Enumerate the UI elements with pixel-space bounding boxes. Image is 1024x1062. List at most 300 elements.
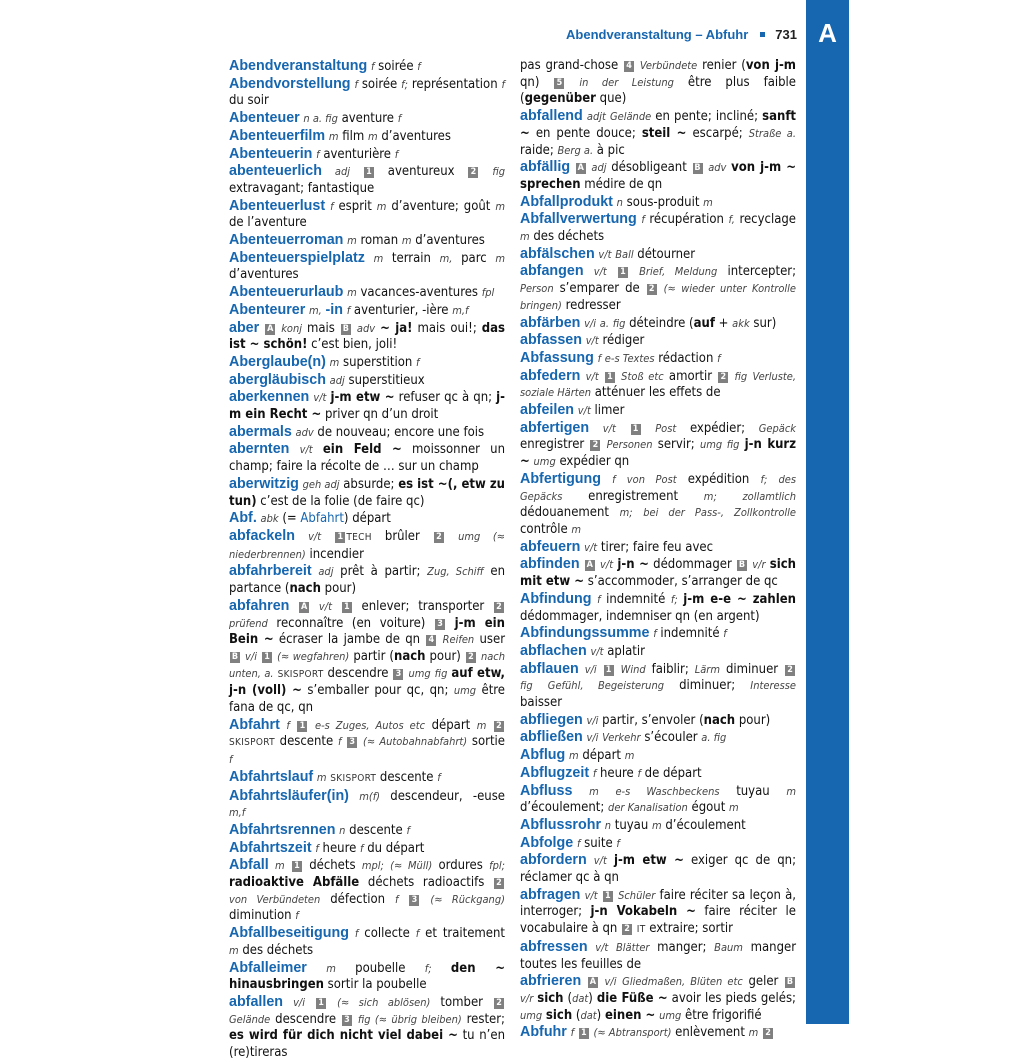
- sense-number-badge: B: [342, 323, 349, 334]
- sense-number-badge: 2: [718, 372, 728, 383]
- sense-number-badge: 1: [631, 424, 641, 435]
- headword: abfällig: [520, 159, 571, 176]
- entry-text: mais: [302, 320, 340, 336]
- entry-text: défection: [320, 891, 395, 907]
- usage-note: akk: [732, 316, 750, 330]
- entry-text: [349, 789, 359, 804]
- dictionary-entry: [229, 840, 505, 858]
- dictionary-entry: [229, 389, 505, 423]
- entry-text: récupération: [644, 212, 729, 228]
- grammar-label: v/t: [602, 421, 616, 435]
- example-phrase: nach: [393, 648, 426, 664]
- sense-number-badge: B: [786, 977, 794, 988]
- entry-text: s’écouler: [640, 730, 702, 746]
- entry-text: [574, 1025, 578, 1040]
- usage-note: bei der Pass-, Zollkontrolle: [643, 506, 797, 520]
- grammar-label: fpl;: [489, 859, 505, 873]
- entry-text: incendier: [305, 546, 364, 562]
- entry-text: recyclage: [734, 212, 796, 228]
- grammar-label: m: [376, 199, 387, 213]
- sense-number-badge: 1: [579, 1028, 589, 1039]
- dictionary-entry: [520, 402, 796, 420]
- grammar-label: m: [520, 230, 530, 244]
- entry-text: [633, 505, 644, 520]
- dictionary-entry: [229, 110, 505, 128]
- entry-text: [486, 718, 493, 733]
- grammar-label: v/t: [584, 888, 598, 902]
- entry-text: tomber: [430, 994, 494, 1010]
- dictionary-entry: [229, 788, 505, 822]
- example-phrase: gegenüber: [524, 91, 596, 107]
- entry-text: détourner: [633, 246, 696, 262]
- entry-text: moissonner un champ; faire la récolte de … sur un champ: [229, 442, 506, 475]
- grammar-label: n a. fig: [303, 112, 338, 126]
- headword: Abflugzeit: [520, 764, 590, 781]
- entry-text: [322, 164, 335, 179]
- grammar-label: v/i: [245, 649, 257, 663]
- usage-note: (≈ Rückgang): [430, 892, 505, 906]
- usage-note: dat: [580, 1008, 597, 1022]
- headword: abfressen: [520, 938, 588, 955]
- usage-note: Interesse: [750, 679, 796, 693]
- dictionary-entry: [520, 1024, 796, 1042]
- usage-note: a. fig: [701, 731, 727, 745]
- sense-number-badge: 2: [494, 998, 504, 1009]
- sense-number-badge: 1: [292, 861, 302, 872]
- entry-text: enregistrer: [520, 437, 590, 453]
- grammar-label: v/t: [593, 854, 607, 868]
- usage-note: Gelände: [609, 110, 652, 124]
- grammar-label: f: [415, 927, 420, 941]
- usage-note: von Verbündeten: [229, 892, 321, 906]
- entry-text: refuser qc à qn;: [394, 390, 497, 406]
- entry-text: du soir: [229, 93, 269, 109]
- headword: Abenteuerlust: [229, 197, 326, 214]
- grammar-label: f;: [424, 961, 432, 975]
- entry-text: indemnité: [656, 626, 724, 642]
- dictionary-entry: [229, 925, 505, 959]
- headword: Abfallbeseitigung: [229, 925, 349, 942]
- grammar-label: f: [354, 927, 359, 941]
- dictionary-entry: [229, 76, 505, 110]
- grammar-label: v/i: [586, 731, 599, 745]
- grammar-label: m: [624, 749, 635, 763]
- usage-note: des Gepäcks: [520, 472, 797, 503]
- entry-text: désobligeant: [606, 160, 692, 176]
- usage-note: Reifen: [442, 633, 475, 647]
- usage-note: fig: [520, 679, 533, 693]
- grammar-label: v/r: [752, 558, 766, 572]
- entry-text: dédommager, indemniser qn (en argent): [520, 608, 760, 624]
- entry-text: que): [595, 91, 627, 107]
- headword: abfragen: [520, 886, 581, 903]
- entry-text: renier (: [697, 58, 746, 73]
- entry-text: d’aventures: [377, 128, 451, 144]
- entry-text: être plus faible (: [520, 74, 797, 107]
- entry-text: superstitieux: [344, 372, 425, 388]
- headword: Abenteuerurlaub: [229, 284, 344, 301]
- grammar-label: v/t: [600, 558, 614, 572]
- entry-text: [310, 599, 319, 614]
- usage-note: Lärm: [694, 662, 721, 676]
- headword: aberkennen: [229, 389, 310, 406]
- dictionary-entry: [229, 232, 505, 250]
- entry-text: [597, 662, 603, 677]
- headword: abfälschen: [520, 245, 595, 262]
- grammar-label: v/i: [604, 975, 617, 989]
- grammar-label: m: [568, 749, 579, 763]
- grammar-label: m: [328, 129, 339, 143]
- page-number: 731: [775, 27, 797, 42]
- entry-text: manger;: [649, 939, 715, 955]
- entry-text: [599, 784, 616, 799]
- grammar-label: f: [597, 351, 602, 365]
- grammar-label: m;: [703, 489, 717, 503]
- dictionary-entry: [229, 717, 505, 769]
- sense-number-badge: 1: [262, 652, 272, 663]
- entry-text: [295, 529, 308, 544]
- sense-number-badge: 2: [494, 602, 504, 613]
- entry-text: aplatir: [603, 643, 645, 659]
- dictionary-entry: [520, 108, 796, 159]
- entry-text: descente: [376, 769, 438, 785]
- headword: Abfahrtszeit: [229, 839, 312, 856]
- entry-text: priver qn d’un droit: [321, 407, 439, 423]
- entry-text: dédouanement: [520, 505, 620, 521]
- grammar-label: m: [571, 522, 582, 536]
- sense-number-badge: A: [577, 163, 584, 174]
- headword: abfließen: [520, 729, 583, 746]
- example-phrase: ein Feld ~: [322, 442, 402, 458]
- entry-text: amortir: [663, 368, 718, 384]
- usage-note: (≈ sich ablösen): [337, 995, 431, 1009]
- dictionary-entry: [520, 350, 796, 368]
- entry-text: brûler: [371, 528, 433, 544]
- headword: abfedern: [520, 367, 581, 384]
- grammar-label: m: [651, 818, 662, 832]
- sense-number-badge: 2: [466, 652, 476, 663]
- grammar-label: f: [315, 841, 319, 855]
- entry-text: vacances-aventures: [356, 285, 482, 301]
- entry-text: reconnaître (en voiture): [267, 615, 435, 631]
- entry-text: [290, 718, 297, 733]
- entry-text: [432, 961, 451, 976]
- example-phrase: von j-m ~ sprechen: [520, 160, 796, 192]
- entry-text: dédommager: [648, 557, 737, 573]
- grammar-label: v/i: [584, 662, 597, 676]
- usage-note: prüfend: [229, 616, 268, 630]
- dictionary-entry: [520, 211, 796, 245]
- headword: Abfallprodukt: [520, 193, 613, 210]
- dictionary-entry: [520, 712, 796, 730]
- entry-text: limer: [590, 403, 625, 419]
- dictionary-entry: [520, 420, 796, 471]
- entry-text: intercepter;: [717, 264, 797, 280]
- usage-note: Verbündete: [639, 59, 698, 72]
- headword: Abf.: [229, 510, 257, 527]
- grammar-label: v/t: [585, 334, 599, 348]
- headword: abfangen: [520, 263, 584, 280]
- dictionary-entry: [229, 163, 505, 197]
- grammar-label: adv: [356, 321, 376, 335]
- headword: aber: [229, 319, 260, 336]
- right-column: [520, 58, 796, 1042]
- usage-note: dat: [572, 991, 589, 1005]
- entry-text: c’est bien, joli!: [307, 337, 398, 353]
- entry-text: s’emparer de: [553, 281, 646, 297]
- entry-text: [289, 599, 298, 614]
- entry-text: [601, 472, 612, 487]
- example-phrase: auf etw, j-n (voll) ~: [229, 665, 505, 699]
- usage-note: Gefühl, Begeisterung: [547, 679, 665, 693]
- headword: abflauen: [520, 660, 579, 677]
- headword: abfahrbereit: [229, 563, 312, 580]
- headword: Abflussrohr: [520, 816, 602, 833]
- headword: Abfluss: [520, 782, 573, 799]
- grammar-label: adjt: [586, 110, 606, 124]
- dictionary-entry: [520, 835, 796, 853]
- sense-number-badge: 1: [316, 998, 326, 1009]
- grammar-label: m: [316, 770, 327, 784]
- example-phrase: j-m etw ~: [330, 390, 395, 406]
- example-phrase: j-m ein Recht ~: [229, 390, 506, 423]
- dictionary-entry: [229, 250, 505, 284]
- example-phrase: es ist ~(, etw zu tun): [229, 476, 505, 509]
- entry-text: descente: [274, 734, 338, 750]
- dictionary-entry: [229, 354, 505, 372]
- usage-note: Wind: [620, 662, 646, 676]
- usage-note: Stoß etc: [621, 369, 664, 383]
- entry-text: [446, 616, 455, 631]
- entry-text: diminuer;: [664, 678, 751, 694]
- example-phrase: es wird für dich nicht viel dabei ~: [229, 1028, 458, 1044]
- grammar-label: n: [604, 818, 612, 832]
- grammar-label: f: [316, 147, 320, 161]
- entry-text: indemnité: [600, 591, 671, 607]
- example-phrase: steil ~: [641, 125, 687, 141]
- example-phrase: nach: [703, 712, 736, 728]
- grammar-label: n: [339, 823, 346, 837]
- entry-text: [533, 678, 548, 693]
- entry-text: (: [563, 990, 573, 1006]
- grammar-label: m: [495, 199, 505, 213]
- usage-note: umg fig: [699, 438, 740, 452]
- sense-number-badge: 1: [605, 372, 615, 383]
- entry-text: [767, 472, 778, 487]
- entry-text: suite: [580, 835, 617, 851]
- dictionary-entry: [520, 625, 796, 643]
- sense-number-badge: 4: [624, 61, 634, 72]
- grammar-label: m: [275, 859, 285, 873]
- grammar-label: f: [612, 472, 616, 486]
- grammar-label: m,: [309, 303, 322, 317]
- dictionary-entry: [229, 441, 505, 475]
- headword: abfeilen: [520, 402, 575, 419]
- usage-note: umg: [453, 684, 477, 698]
- grammar-label: f;: [670, 592, 678, 606]
- entry-text: [642, 421, 656, 436]
- entry-text: d’écoulement;: [520, 800, 609, 816]
- headword: Abfallverwertung: [520, 211, 637, 228]
- grammar-label: m,f: [229, 806, 246, 820]
- entry-text: pour): [735, 712, 771, 728]
- entry-text: [599, 369, 604, 384]
- entry-text: superstition: [339, 354, 416, 370]
- entry-text: [717, 489, 743, 504]
- entry-text: avoir les pieds gelés;: [667, 990, 796, 1006]
- entry-text: en pente douce;: [529, 125, 642, 141]
- entry-text: des déchets: [238, 942, 314, 958]
- dictionary-entry: [520, 643, 796, 661]
- usage-note: umg: [408, 666, 431, 680]
- entry-text: [629, 264, 639, 279]
- grammar-label: m: [476, 718, 487, 732]
- headword: Abfindung: [520, 590, 592, 607]
- entry-text: atténuer les effets de: [591, 385, 721, 401]
- grammar-label: f: [229, 753, 233, 767]
- entry-text: faire réciter le vocabulaire à qn: [520, 904, 797, 937]
- entry-text: heure: [596, 765, 638, 781]
- usage-note: Gliedmaßen, Blüten etc: [622, 975, 743, 989]
- headword: abflachen: [520, 642, 587, 659]
- grammar-label: f: [397, 112, 402, 126]
- grammar-label: v/t: [595, 940, 609, 954]
- grammar-label: f: [501, 77, 505, 91]
- entry-text: collecte: [358, 926, 416, 942]
- grammar-label: m: [373, 251, 384, 265]
- sense-number-badge: 2: [785, 665, 795, 676]
- entry-text: enlèvement: [671, 1025, 749, 1041]
- entry-text: [584, 264, 594, 279]
- grammar-label: m: [495, 251, 505, 265]
- headword: Abfuhr: [520, 1024, 567, 1041]
- entry-text: [607, 853, 614, 868]
- entry-text: expédition: [676, 471, 761, 487]
- entry-text: +: [714, 315, 733, 331]
- dictionary-entry: [520, 556, 796, 590]
- entry-text: médire de qn: [580, 176, 663, 192]
- entry-text: [285, 858, 291, 873]
- headword: abfärben: [520, 314, 581, 331]
- grammar-label: v/r: [520, 991, 534, 1005]
- sense-number-badge: 2: [763, 1028, 773, 1039]
- entry-text: ): [596, 1007, 605, 1023]
- grammar-label: fig: [492, 165, 506, 179]
- entry-text: ) départ: [343, 511, 391, 527]
- entry-text: des déchets: [529, 229, 605, 245]
- usage-note: fig (≈ übrig bleiben): [357, 1012, 462, 1026]
- grammar-label: v/t: [299, 443, 313, 457]
- entry-text: [321, 529, 334, 544]
- headword: Abfalleimer: [229, 959, 307, 976]
- headword: Abenteuerroman: [229, 232, 344, 249]
- example-phrase: sich: [537, 990, 564, 1006]
- entry-text: [479, 164, 492, 179]
- dictionary-entry: [520, 783, 796, 817]
- usage-note: Verluste, soziale Härten: [520, 369, 797, 400]
- entry-text: et traitement: [419, 926, 506, 942]
- sense-number-badge: 2: [434, 532, 444, 543]
- headword: abfordern: [520, 852, 587, 869]
- grammar-label: f: [437, 770, 441, 784]
- entry-text: soirée: [374, 59, 418, 74]
- dictionary-entry: [520, 159, 796, 193]
- entry-text: descendre: [270, 1011, 341, 1027]
- grammar-label: adj: [329, 373, 345, 387]
- entry-text: enregistrement: [562, 488, 704, 504]
- usage-note: umg (≈ niederbrennen): [229, 529, 505, 561]
- grammar-label: f: [370, 60, 375, 73]
- sense-number-badge: 3: [393, 669, 403, 680]
- entry-text: [587, 853, 594, 868]
- headword: abermals: [229, 423, 292, 440]
- entry-text: pour): [425, 648, 465, 664]
- grammar-label: fpl: [481, 286, 495, 300]
- entry-text: aventurier, -ière: [350, 302, 453, 318]
- grammar-label: m,: [439, 251, 453, 265]
- grammar-label: f;: [760, 472, 768, 486]
- grammar-label: m: [703, 195, 713, 209]
- example-phrase: nach: [289, 581, 321, 597]
- grammar-label: f: [295, 909, 299, 923]
- grammar-label: f: [570, 1026, 575, 1040]
- grammar-label: v/t: [584, 540, 598, 554]
- sense-number-badge: 1: [604, 665, 614, 676]
- dictionary-entry: [520, 661, 796, 712]
- sense-number-badge: 1: [335, 532, 345, 543]
- usage-note: (≈ Müll): [390, 859, 433, 873]
- headword: abfertigen: [520, 419, 590, 436]
- grammar-label: geh adj: [302, 477, 340, 491]
- entry-text: faiblir;: [645, 661, 695, 677]
- entry-text: [305, 995, 315, 1010]
- entry-text: roman: [356, 233, 402, 249]
- example-phrase: j-m ein Bein ~: [229, 615, 505, 648]
- entry-text: [616, 472, 627, 487]
- usage-note: Zug, Schiff: [427, 565, 484, 579]
- entry-text: (=: [278, 511, 301, 527]
- grammar-label: m(f): [359, 789, 381, 803]
- entry-text: partir, s’envoler (: [598, 712, 704, 728]
- entry-text: geler: [742, 974, 784, 990]
- entry-text: faire réciter sa leçon à, interroger;: [520, 887, 797, 920]
- grammar-label: v/t: [590, 644, 604, 658]
- dictionary-entry: [229, 994, 505, 1062]
- entry-text: expédier;: [676, 420, 759, 436]
- example-phrase: von j-m: [745, 58, 796, 73]
- usage-note: Person: [520, 282, 554, 296]
- headword: Abfahrtsläufer(in): [229, 787, 349, 804]
- dictionary-entry: [229, 857, 505, 925]
- entry-text: d’aventures: [229, 267, 299, 283]
- headword: abernten: [229, 441, 290, 458]
- grammar-label: f: [354, 77, 358, 91]
- usage-note: e-s Zuges, Autos etc: [315, 718, 426, 732]
- usage-note: umg: [520, 1008, 543, 1022]
- usage-note: Ball: [615, 247, 634, 261]
- entry-text: sortir la poubelle: [323, 977, 427, 993]
- grammar-label: v/i: [586, 713, 599, 727]
- dictionary-entry: [520, 539, 796, 557]
- grammar-label: m: [326, 961, 336, 975]
- dictionary-entry: [229, 822, 505, 840]
- grammar-label: f;: [401, 77, 408, 91]
- field-label: TECH: [346, 531, 372, 543]
- grammar-label: f: [394, 147, 399, 161]
- entry-text: [341, 734, 346, 749]
- dictionary-entry: [229, 598, 505, 717]
- entry-text: départ: [578, 748, 625, 764]
